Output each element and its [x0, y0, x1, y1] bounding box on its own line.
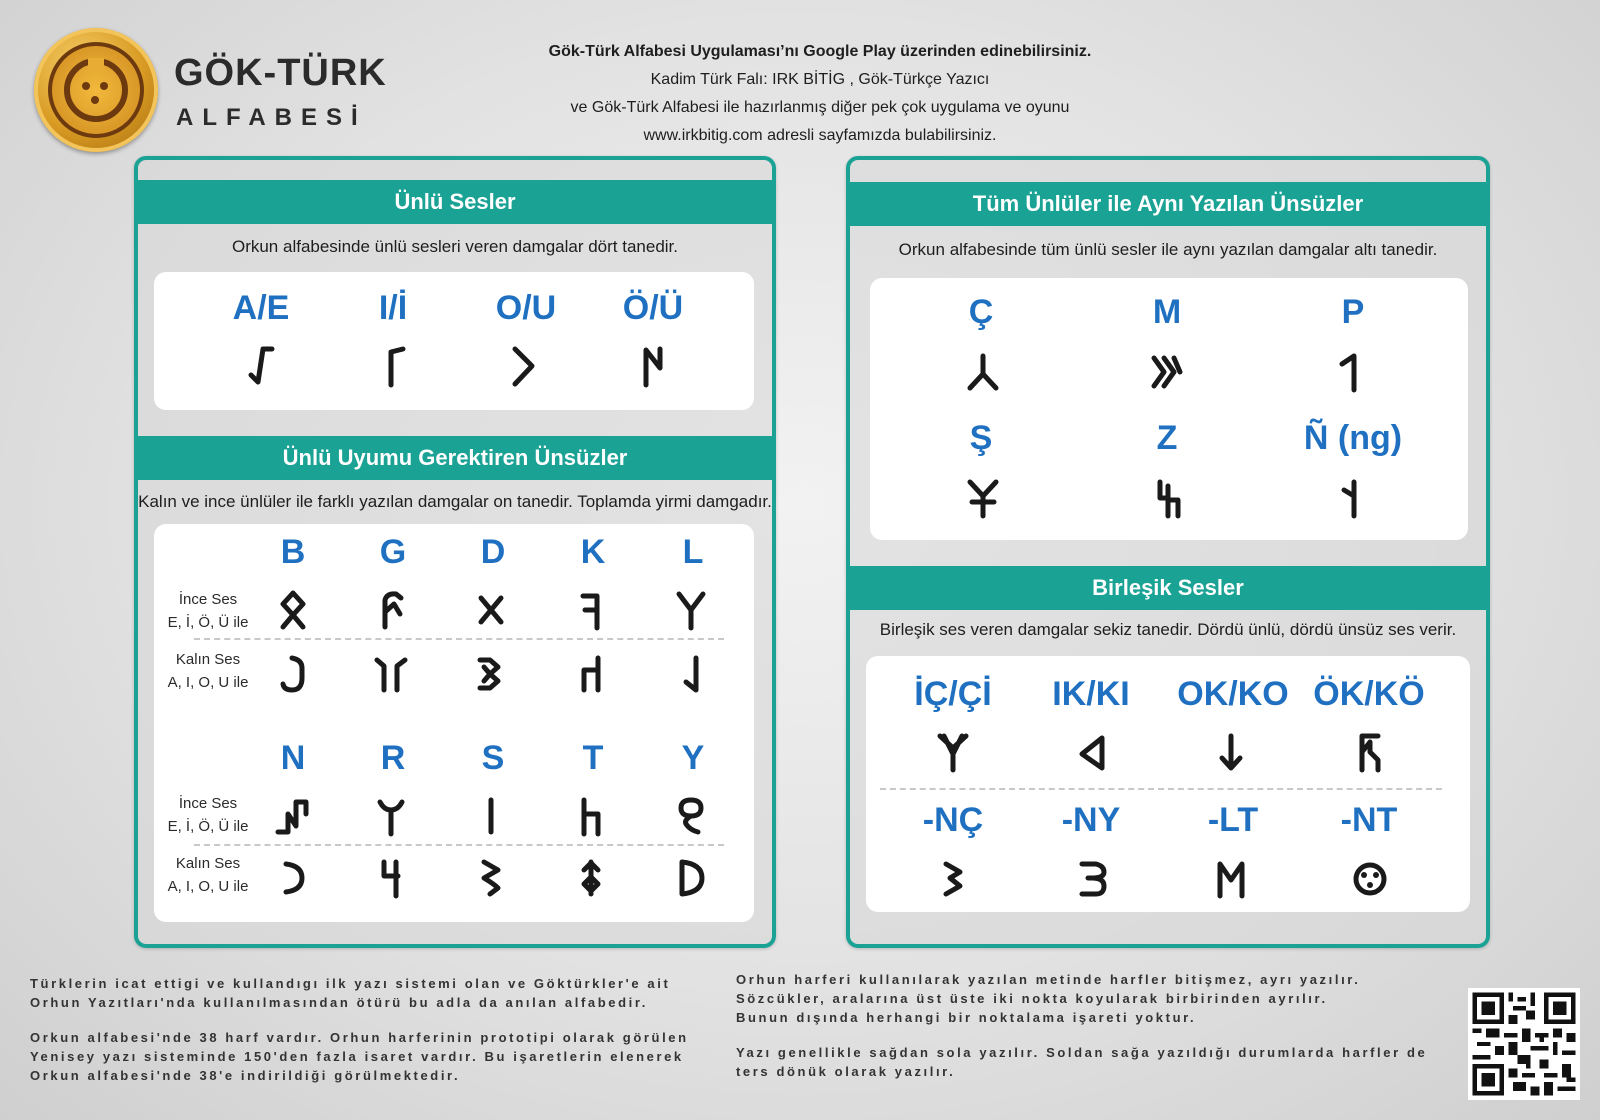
logo: [34, 28, 158, 152]
letter-label: -NY: [1061, 801, 1121, 839]
rune-d-ince-icon: [476, 590, 506, 630]
compound-title: Birleşik Sesler: [850, 566, 1486, 610]
letter-label: I/İ: [378, 289, 408, 327]
letter-label: Ş: [969, 419, 993, 457]
rune-d-kalin-icon: [476, 654, 506, 694]
row-label-line: E, İ, Ö, Ü ile: [167, 818, 249, 835]
rune-ny-icon: [1076, 858, 1110, 900]
row-label-line: E, İ, Ö, Ü ile: [167, 614, 249, 631]
row-divider: [194, 844, 724, 846]
letter-label: P: [1341, 293, 1365, 331]
rune-oeue-icon: [638, 346, 668, 388]
footer-right: [736, 970, 1427, 1081]
letter-label: N: [280, 739, 306, 777]
rune-s-cedilla-icon: [966, 478, 1000, 520]
logo-inner-ring: [48, 42, 144, 138]
rune-ae-icon: [246, 346, 276, 388]
rune-ok-front-icon: [1354, 732, 1384, 774]
rune-ik-icon: [1076, 732, 1110, 774]
row-label-line: A, I, O, U ile: [167, 878, 249, 895]
rune-s-ince-icon: [476, 796, 506, 836]
rune-n-kalin-icon: [278, 858, 308, 898]
rune-l-ince-icon: [676, 590, 706, 630]
rune-y-kalin-icon: [676, 858, 706, 898]
right-panel: [846, 156, 1490, 948]
header-info: [500, 38, 1140, 150]
letter-label: A/E: [232, 289, 290, 327]
letter-label: -NÇ: [922, 801, 984, 839]
letter-label: Z: [1156, 419, 1178, 457]
logo-rune-ring: [64, 58, 128, 122]
footer-line: Yenisey yazı sisteminde 150'den fazla isaret vardır. Bu işaretlerin elenerek: [30, 1049, 684, 1064]
footer-left: [30, 974, 689, 1085]
rune-r-kalin-icon: [376, 858, 406, 898]
rune-g-kalin-icon: [374, 654, 408, 694]
footer-line: Bunun dışında herhangi bir noktalama işareti yoktur.: [736, 1010, 1197, 1025]
rune-n-ince-icon: [274, 796, 312, 836]
rune-r-ince-icon: [376, 796, 406, 836]
rune-c-icon: [966, 352, 1000, 394]
footer-line: Türklerin icat ettigi ve kullandıgı ilk yazı sistemi olan ve Göktürkler'e ait: [30, 976, 671, 991]
letter-label: M: [1152, 293, 1182, 331]
qr-code[interactable]: [1468, 988, 1580, 1100]
letter-label: G: [379, 533, 407, 571]
rune-nc-icon: [936, 858, 970, 900]
letter-label: Ç: [968, 293, 994, 331]
rune-k-kalin-icon: [576, 654, 606, 694]
letter-label: T: [582, 739, 604, 777]
row-label-ince: [148, 792, 268, 838]
letter-label: Y: [681, 739, 705, 777]
letter-label: L: [682, 533, 704, 571]
rune-t-ince-icon: [576, 796, 606, 836]
harmony-title: Ünlü Uyumu Gerektiren Ünsüzler: [138, 436, 772, 480]
rune-ou-icon: [509, 346, 539, 388]
rune-m-icon: [1150, 352, 1184, 394]
same-card: [870, 278, 1468, 540]
same-title: Tüm Ünlüler ile Aynı Yazılan Ünsüzler: [850, 182, 1486, 226]
rune-g-ince-icon: [376, 590, 406, 630]
row-label-line: Kalın Ses: [175, 855, 241, 872]
letter-label: -LT: [1207, 801, 1259, 839]
rune-b-ince-icon: [278, 590, 308, 630]
footer-line: Yazı genellikle sağdan sola yazılır. Soldan sağa yazıldığı durumlarda harfler de: [736, 1045, 1428, 1060]
letter-label: Ö/Ü: [622, 289, 684, 327]
brand-subtitle: ALFABESİ: [176, 104, 367, 131]
rune-ng-icon: [1336, 478, 1366, 520]
brand-title: GÖK-TÜRK: [174, 52, 387, 94]
vowels-intro: Orkun alfabesinde ünlü sesleri veren damgalar dört tanedir.: [231, 237, 679, 256]
header-line: Gök-Türk Alfabesi Uygulaması’nı Google Play üzerinden edinebilirsiniz.: [548, 43, 1092, 60]
letter-label: IK/KI: [1052, 675, 1130, 713]
row-label-line: İnce Ses: [178, 591, 238, 608]
row-label-line: Kalın Ses: [175, 651, 241, 668]
footer-line: Sözcükler, aralarına üst üste iki nokta koyularak birbirinden ayrılır.: [736, 991, 1328, 1006]
letter-label: B: [280, 533, 306, 571]
rune-ii-icon: [379, 346, 409, 388]
letter-label: -NT: [1340, 801, 1398, 839]
vowels-title: Ünlü Sesler: [138, 180, 772, 224]
footer-line: ters dönük olarak yazılır.: [736, 1064, 956, 1079]
row-label-ince: [148, 588, 268, 634]
row-label-kalin: [148, 852, 268, 898]
harmony-card: [154, 524, 754, 922]
letter-label: ÖK/KÖ: [1313, 675, 1425, 713]
rune-z-icon: [1150, 478, 1184, 520]
logo-dot: [100, 82, 108, 90]
footer-line: Orkun alfabesi'nde 38'e indirildiği görülmektedir.: [30, 1068, 461, 1083]
header-line: ve Gök-Türk Alfabesi ile hazırlanmış diğer pek çok uygulama ve oyunu: [570, 99, 1070, 116]
row-divider: [194, 638, 724, 640]
rune-b-kalin-icon: [278, 654, 308, 694]
letter-label: K: [580, 533, 606, 571]
rune-t-kalin-icon: [576, 858, 606, 898]
compound-intro: Birleşik ses veren damgalar sekiz tanedir. Dördü ünlü, dördü ünsüz ses verir.: [879, 620, 1457, 639]
row-label-kalin: [148, 648, 268, 694]
row-label-line: A, I, O, U ile: [167, 674, 249, 691]
rune-ic-icon: [936, 732, 970, 774]
rune-y-ince-icon: [676, 796, 706, 836]
logo-dot: [82, 82, 90, 90]
rune-ok-icon: [1216, 732, 1246, 774]
letter-label: O/U: [495, 289, 557, 327]
rune-k-ince-icon: [576, 590, 606, 630]
row-label-line: İnce Ses: [178, 795, 238, 812]
rune-p-icon: [1336, 352, 1366, 394]
row-divider: [880, 788, 1442, 790]
compound-card: [866, 656, 1470, 912]
vowels-card: [154, 272, 754, 410]
letter-label: R: [380, 739, 406, 777]
letter-label: Ñ (ng): [1303, 419, 1403, 457]
rune-lt-icon: [1214, 858, 1248, 900]
footer-line: Orhun harferi kullanılarak yazılan metinde harfler bitişmez, ayrı yazılır.: [736, 972, 1361, 987]
letter-label: OK/KO: [1177, 675, 1289, 713]
letter-label: D: [480, 533, 506, 571]
letter-label: İÇ/Çİ: [914, 675, 992, 713]
same-intro: Orkun alfabesinde tüm ünlü sesler ile aynı yazılan damgalar altı tanedir.: [898, 240, 1438, 259]
footer-line: Orhun Yazıtları'nda kullanılmasından ötürü bu adla da anılan alfabedir.: [30, 995, 648, 1010]
logo-dot: [91, 96, 99, 104]
rune-nt-icon: [1352, 858, 1388, 900]
rune-s-kalin-icon: [476, 858, 506, 898]
left-panel: [134, 156, 776, 948]
rune-l-kalin-icon: [676, 654, 706, 694]
harmony-intro: Kalın ve ince ünlüler ile farklı yazılan damgalar on tanedir. Toplamda yirmi damgadır.: [138, 492, 772, 511]
header-line: www.irkbitig.com adresli sayfamızda bulabilirsiniz.: [643, 127, 997, 144]
header-line: Kadim Türk Falı: IRK BİTİG , Gök-Türkçe Yazıcı: [650, 71, 990, 88]
footer-line: Orkun alfabesi'nde 38 harf vardır. Orhun harferinin prototipi olarak görülen: [30, 1030, 689, 1045]
letter-label: S: [481, 739, 505, 777]
